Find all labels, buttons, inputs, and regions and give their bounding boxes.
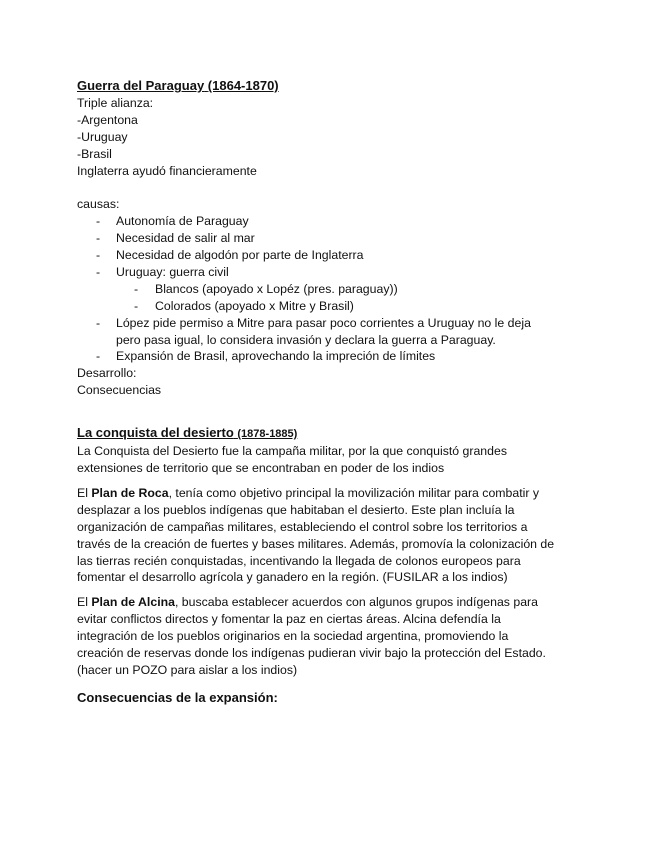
causas-list xyxy=(77,213,577,365)
text-line xyxy=(77,485,577,502)
text-span: , buscaba establecer acuerdos con algunos grupos indígenas para xyxy=(174,595,538,610)
sub-list-item: - Colorados (apoyado x Mitre y Brasil) xyxy=(77,298,577,315)
text-line: La Conquista del Desierto fue la campaña militar, por la que conquistó grandes xyxy=(77,444,507,459)
text-line xyxy=(77,594,577,611)
list-item: - Expansión de Brasil, aprovechando la impreción de límites xyxy=(77,348,577,365)
blank-line xyxy=(77,179,577,196)
text-span: El xyxy=(77,595,92,610)
section-gap xyxy=(77,399,577,425)
text-line: las tierras recién conquistadas, incentivando la llegada de colonos europeos para xyxy=(77,553,521,568)
text-line: integración de los pueblos originarios en la sociedad argentina, promoviendo la xyxy=(77,629,509,644)
section-title-conquista-desierto xyxy=(77,425,577,443)
text-span: El xyxy=(77,485,92,500)
desarrollo-label: Desarrollo: xyxy=(77,366,137,381)
list-item: - Necesidad de algodón por parte de Inglaterra xyxy=(77,247,577,264)
sub-list-item: - Blancos (apoyado x Lopéz (pres. paraguay)) xyxy=(77,281,577,298)
text-line: organización de campañas militares, estableciendo el control sobre los territorios a xyxy=(77,519,528,534)
list-item-lopez xyxy=(77,315,577,349)
text-line: Triple alianza: xyxy=(77,95,154,110)
list-item-line: pero pasa igual, lo considera invasión y declara la guerra a Paraguay. xyxy=(116,332,496,347)
bold-term: Plan de Alcina xyxy=(91,595,175,610)
list-item: - Autonomía de Paraguay xyxy=(77,213,577,230)
paragraph-plan-roca xyxy=(77,485,577,586)
title-text: La conquista del desierto xyxy=(77,425,234,441)
text-line: -Brasil xyxy=(77,146,112,161)
text-line: -Uruguay xyxy=(77,129,128,144)
list-item: - Necesidad de salir al mar xyxy=(77,230,577,247)
text-line: desplazar a los pueblos indígenas que habitaban el desierto. Este plan incluía la xyxy=(77,502,515,517)
causas-label: causas: xyxy=(77,197,120,212)
text-line: -Argentona xyxy=(77,112,138,127)
text-line: evitar conflictos directos y fomentar la paz en ciertas áreas. Alcina defendía la xyxy=(77,612,501,627)
text-line: fomentar el desarrollo agrícola y ganadero en la región. (FUSILAR a los indios) xyxy=(77,570,508,585)
title-years: (1878-1885) xyxy=(237,428,298,441)
text-line: (hacer un POZO para aislar a los indios) xyxy=(77,662,298,677)
title-text: Guerra del Paraguay xyxy=(77,78,205,93)
document-page xyxy=(77,78,577,707)
heading-consecuencias-expansion: Consecuencias de la expansión: xyxy=(77,689,278,705)
list-item: - Uruguay: guerra civil xyxy=(77,264,577,281)
text-line: través de la creación de fuertes y bases militares. Además, promovía la colonización de xyxy=(77,536,555,551)
text-span: , tenía como objetivo principal la movilización militar para combatir y xyxy=(168,485,540,500)
text-line: extensiones de territorio que se encontraban en poder de los indios xyxy=(77,461,445,476)
paragraph-plan-alcina xyxy=(77,594,577,679)
list-item-line: - López pide permiso a Mitre para pasar poco corrientes a Uruguay no le deja xyxy=(116,315,531,330)
bold-term: Plan de Roca xyxy=(91,485,169,500)
title-years: (1864-1870) xyxy=(207,78,279,93)
consecuencias-label: Consecuencias xyxy=(77,383,162,398)
text-line: creación de reservas donde los indígenas pudieran vivir bajo la protección del Estado. xyxy=(77,646,546,661)
text-line: Inglaterra ayudó financieramente xyxy=(77,163,257,178)
section-title-guerra-paraguay xyxy=(77,78,577,95)
